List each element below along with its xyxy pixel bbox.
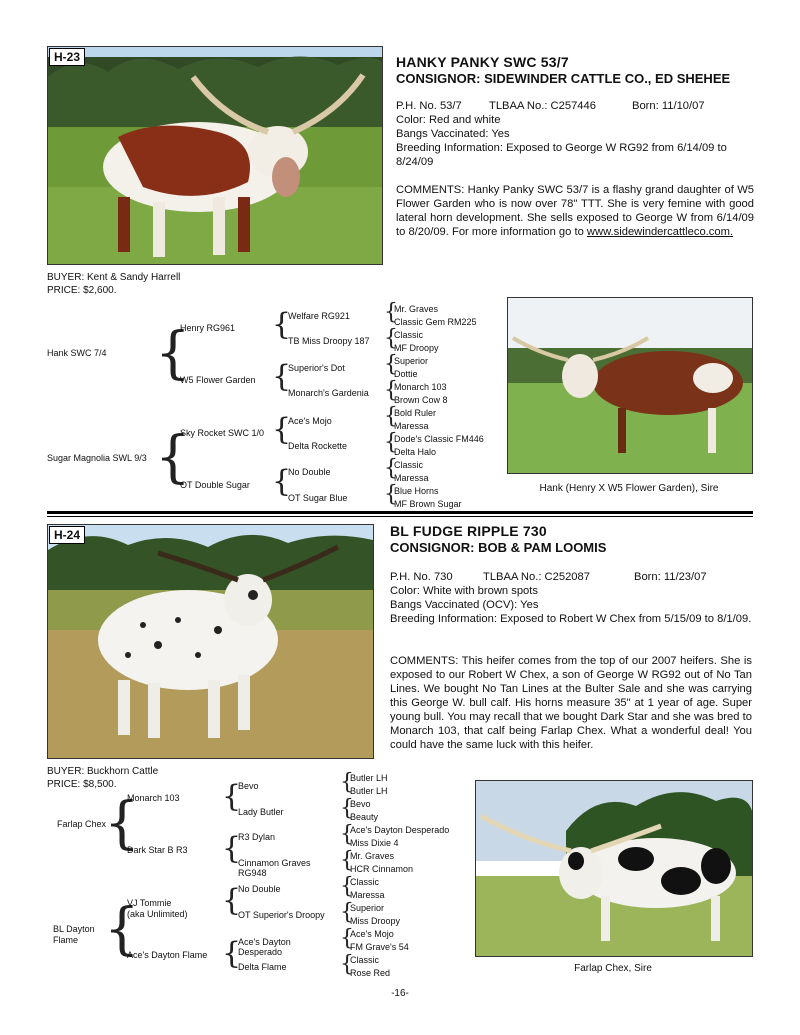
- lot2-registration-line: [390, 570, 754, 584]
- pedigree-dam: Sugar Magnolia SWL 9/3: [47, 453, 147, 463]
- pedigree-gen2: Ace's Dayton Flame: [127, 950, 208, 960]
- pedigree-gen2: OT Double Sugar: [180, 480, 250, 490]
- lot1-title: HANKY PANKY SWC 53/7: [396, 54, 569, 70]
- pedigree-gen3: No Double: [288, 467, 331, 477]
- pedigree-gen4: Classic: [350, 877, 380, 887]
- bracket: {: [384, 326, 398, 351]
- pedigree-gen4: Classic: [394, 460, 424, 470]
- bracket: {: [384, 404, 398, 429]
- lot1-color: Color: Red and white: [396, 114, 501, 126]
- pedigree-gen4: Bold Ruler: [394, 408, 437, 418]
- lot2-price: PRICE: $8,500.: [47, 779, 117, 790]
- pedigree-gen4: Maressa: [394, 473, 429, 483]
- bracket: {: [272, 412, 292, 447]
- pedigree-gen4: Maressa: [350, 890, 385, 900]
- bracket: {: [272, 359, 292, 394]
- lot1-buyer: BUYER: Kent & Sandy Harrell: [47, 272, 181, 283]
- lot1-sire-caption: Hank (Henry X W5 Flower Garden), Sire: [539, 483, 719, 494]
- lot1-comments: [396, 183, 754, 239]
- lot-number-tag: H-23: [49, 48, 85, 66]
- lot2-breeding: Breeding Information: Exposed to Robert W Chex from 5/15/09 to 8/1/09.: [390, 613, 752, 625]
- bracket: {: [340, 796, 354, 821]
- cow-photo-hanky-panky: [48, 47, 382, 264]
- lot1-consignor: CONSIGNOR: SIDEWINDER CATTLE CO., ED SHEHEE: [396, 71, 731, 86]
- lot1-price: PRICE: $2,600.: [47, 285, 117, 296]
- pedigree-gen4: Classic: [394, 330, 424, 340]
- section-divider: [47, 511, 753, 514]
- bracket: {: [384, 482, 398, 507]
- lot2-bangs: Bangs Vaccinated (OCV): Yes: [390, 599, 539, 611]
- ph-number: P.H. No. 730: [390, 571, 453, 583]
- pedigree-gen4: Bevo: [350, 799, 371, 809]
- pedigree-gen4: Miss Dixie 4: [350, 838, 399, 848]
- pedigree-gen3: Lady Butler: [238, 807, 284, 817]
- pedigree-gen2: Monarch 103: [127, 793, 180, 803]
- pedigree-dam: BL Dayton: [53, 924, 95, 934]
- bracket: {: [340, 952, 354, 977]
- lot2-comments: COMMENTS: This heifer comes from the top of our 2007 heifers. She is exposed to our Robert W Chex, a son of George W RG92 out of No Tan Lines. We bought No Tan Lines at the Bulter Sale and she was carrying this George W. bull calf. His horns measure 35" at 1 year of age. Super young bull. You may recall that we bought Dark Star and she was bred to Monarch 103, that calf being Farlap Chex. What a wonderful deal! You could have the same luck with this heifer.: [390, 655, 752, 751]
- bracket: {: [384, 430, 398, 455]
- bracket: {: [222, 883, 242, 918]
- bracket: {: [340, 874, 354, 899]
- pedigree-gen3: Monarch's Gardenia: [288, 388, 369, 398]
- pedigree-gen4: Butler LH: [350, 773, 388, 783]
- bracket: {: [104, 897, 140, 962]
- sire-photo-farlap-chex: [476, 781, 752, 956]
- pedigree-gen4: HCR Cinnamon: [350, 864, 414, 874]
- pedigree-gen3: OT Superior's Droopy: [238, 910, 325, 920]
- pedigree-gen4: Beauty: [350, 812, 379, 822]
- bracket: {: [384, 456, 398, 481]
- bracket: {: [384, 378, 398, 403]
- bracket: {: [384, 352, 398, 377]
- pedigree-gen3: Bevo: [238, 781, 259, 791]
- pedigree-gen4: Dode's Classic FM446: [394, 434, 484, 444]
- pedigree-gen4: Monarch 103: [394, 382, 447, 392]
- lot2-photo: [47, 524, 374, 759]
- lot2-consignor: CONSIGNOR: BOB & PAM LOOMIS: [390, 540, 607, 555]
- sire-photo-hank: [508, 298, 752, 473]
- lot2-sire-caption: Farlap Chex, Sire: [574, 963, 652, 974]
- section-divider: [47, 516, 753, 517]
- pedigree-gen3: RG948: [238, 868, 267, 878]
- bracket: {: [155, 425, 191, 490]
- pedigree-gen4: Classic Gem RM225: [394, 317, 477, 327]
- tlbaa-number: TLBAA No.: C252087: [483, 571, 590, 583]
- pedigree-dam: Flame: [53, 935, 79, 945]
- pedigree-gen3: Welfare RG921: [288, 311, 350, 321]
- pedigree-gen3: Delta Rockette: [288, 441, 348, 451]
- pedigree-gen4: Delta Halo: [394, 447, 437, 457]
- pedigree-gen2: Henry RG961: [180, 323, 236, 333]
- pedigree-gen3: Cinnamon Graves: [238, 858, 311, 868]
- page-number: -16-: [391, 988, 409, 999]
- bracket: {: [272, 307, 292, 342]
- pedigree-gen4: Blue Horns: [394, 486, 439, 496]
- lot1-photo: [47, 46, 383, 265]
- pedigree-gen3: Ace's Mojo: [288, 416, 332, 426]
- pedigree-gen4: Brown Cow 8: [394, 395, 448, 405]
- pedigree-gen3: Superior's Dot: [288, 363, 345, 373]
- bracket: {: [222, 936, 242, 971]
- pedigree-gen4: Mr. Graves: [394, 304, 439, 314]
- bracket: {: [340, 900, 354, 925]
- bracket: {: [340, 822, 354, 847]
- lot1-breeding: Breeding Information: Exposed to George W RG92 from 6/14/09 to 8/24/09: [396, 142, 727, 168]
- bracket: {: [340, 926, 354, 951]
- bracket: {: [222, 779, 242, 814]
- pedigree-gen4: Superior: [394, 356, 429, 366]
- pedigree-gen2: VJ Tommie: [127, 898, 172, 908]
- pedigree-gen4: Maressa: [394, 421, 429, 431]
- lot2-title: BL FUDGE RIPPLE 730: [390, 523, 547, 539]
- pedigree-sire: Farlap Chex: [57, 819, 107, 829]
- pedigree-gen4: FM Grave's 54: [350, 942, 409, 952]
- lot2-sire-photo: [475, 780, 753, 957]
- pedigree-gen2: Dark Star B R3: [127, 845, 188, 855]
- consignor-website-link[interactable]: www.sidewindercattleco.com.: [586, 226, 734, 238]
- bracket: {: [384, 300, 398, 325]
- pedigree-gen3: OT Sugar Blue: [288, 493, 348, 503]
- lot2-buyer: BUYER: Buckhorn Cattle: [47, 766, 159, 777]
- pedigree-gen2: (aka Unlimited): [127, 909, 188, 919]
- pedigree-gen2: W5 Flower Garden: [180, 375, 256, 385]
- pedigree-gen3: No Double: [238, 884, 281, 894]
- pedigree-gen4: Butler LH: [350, 786, 388, 796]
- pedigree-gen3: Desperado: [238, 947, 283, 957]
- pedigree-gen3: Delta Flame: [238, 962, 287, 972]
- pedigree-gen4: MF Droopy: [394, 343, 439, 353]
- lot2-color: Color: White with brown spots: [390, 585, 538, 597]
- pedigree-gen3: Ace's Dayton: [238, 937, 291, 947]
- pedigree-sire: Hank SWC 7/4: [47, 348, 107, 358]
- pedigree-gen2: Sky Rocket SWC 1/0: [180, 428, 265, 438]
- pedigree-gen4: Ace's Mojo: [350, 929, 394, 939]
- bracket: {: [155, 321, 191, 386]
- born-date: Born: 11/10/07: [632, 100, 705, 112]
- lot1-comments-text: COMMENTS: Hanky Panky SWC 53/7 is a flashy grand daughter of W5 Flower Garden who is now over 78" TTT. She is very femine with good lateral horn development. She sells exposed to George W from 6/14/09 to 8/20/09. For more information go to: [396, 184, 754, 238]
- lot1-bangs: Bangs Vaccinated: Yes: [396, 128, 510, 140]
- tlbaa-number: TLBAA No.: C257446: [489, 100, 596, 112]
- bracket: {: [222, 831, 242, 866]
- lot1-sire-photo: [507, 297, 753, 474]
- lot1-registration-line: [396, 99, 756, 113]
- ph-number: P.H. No. 53/7: [396, 100, 462, 112]
- born-date: Born: 11/23/07: [634, 571, 707, 583]
- pedigree-gen3: R3 Dylan: [238, 832, 276, 842]
- cow-photo-fudge-ripple: [48, 525, 373, 758]
- bracket: {: [104, 791, 140, 856]
- lot-number-tag: H-24: [49, 526, 85, 544]
- pedigree-gen4: MF Brown Sugar: [394, 499, 462, 509]
- pedigree-gen4: Miss Droopy: [350, 916, 401, 926]
- pedigree-gen4: Ace's Dayton Desperado: [350, 825, 450, 835]
- bracket: {: [340, 848, 354, 873]
- pedigree-gen4: Dottie: [394, 369, 418, 379]
- pedigree-gen4: Classic: [350, 955, 380, 965]
- bracket: {: [272, 464, 292, 499]
- pedigree-gen4: Mr. Graves: [350, 851, 395, 861]
- pedigree-gen4: Superior: [350, 903, 385, 913]
- pedigree-gen3: TB Miss Droopy 187: [288, 336, 370, 346]
- bracket: {: [340, 770, 354, 795]
- pedigree-gen4: Rose Red: [350, 968, 391, 978]
